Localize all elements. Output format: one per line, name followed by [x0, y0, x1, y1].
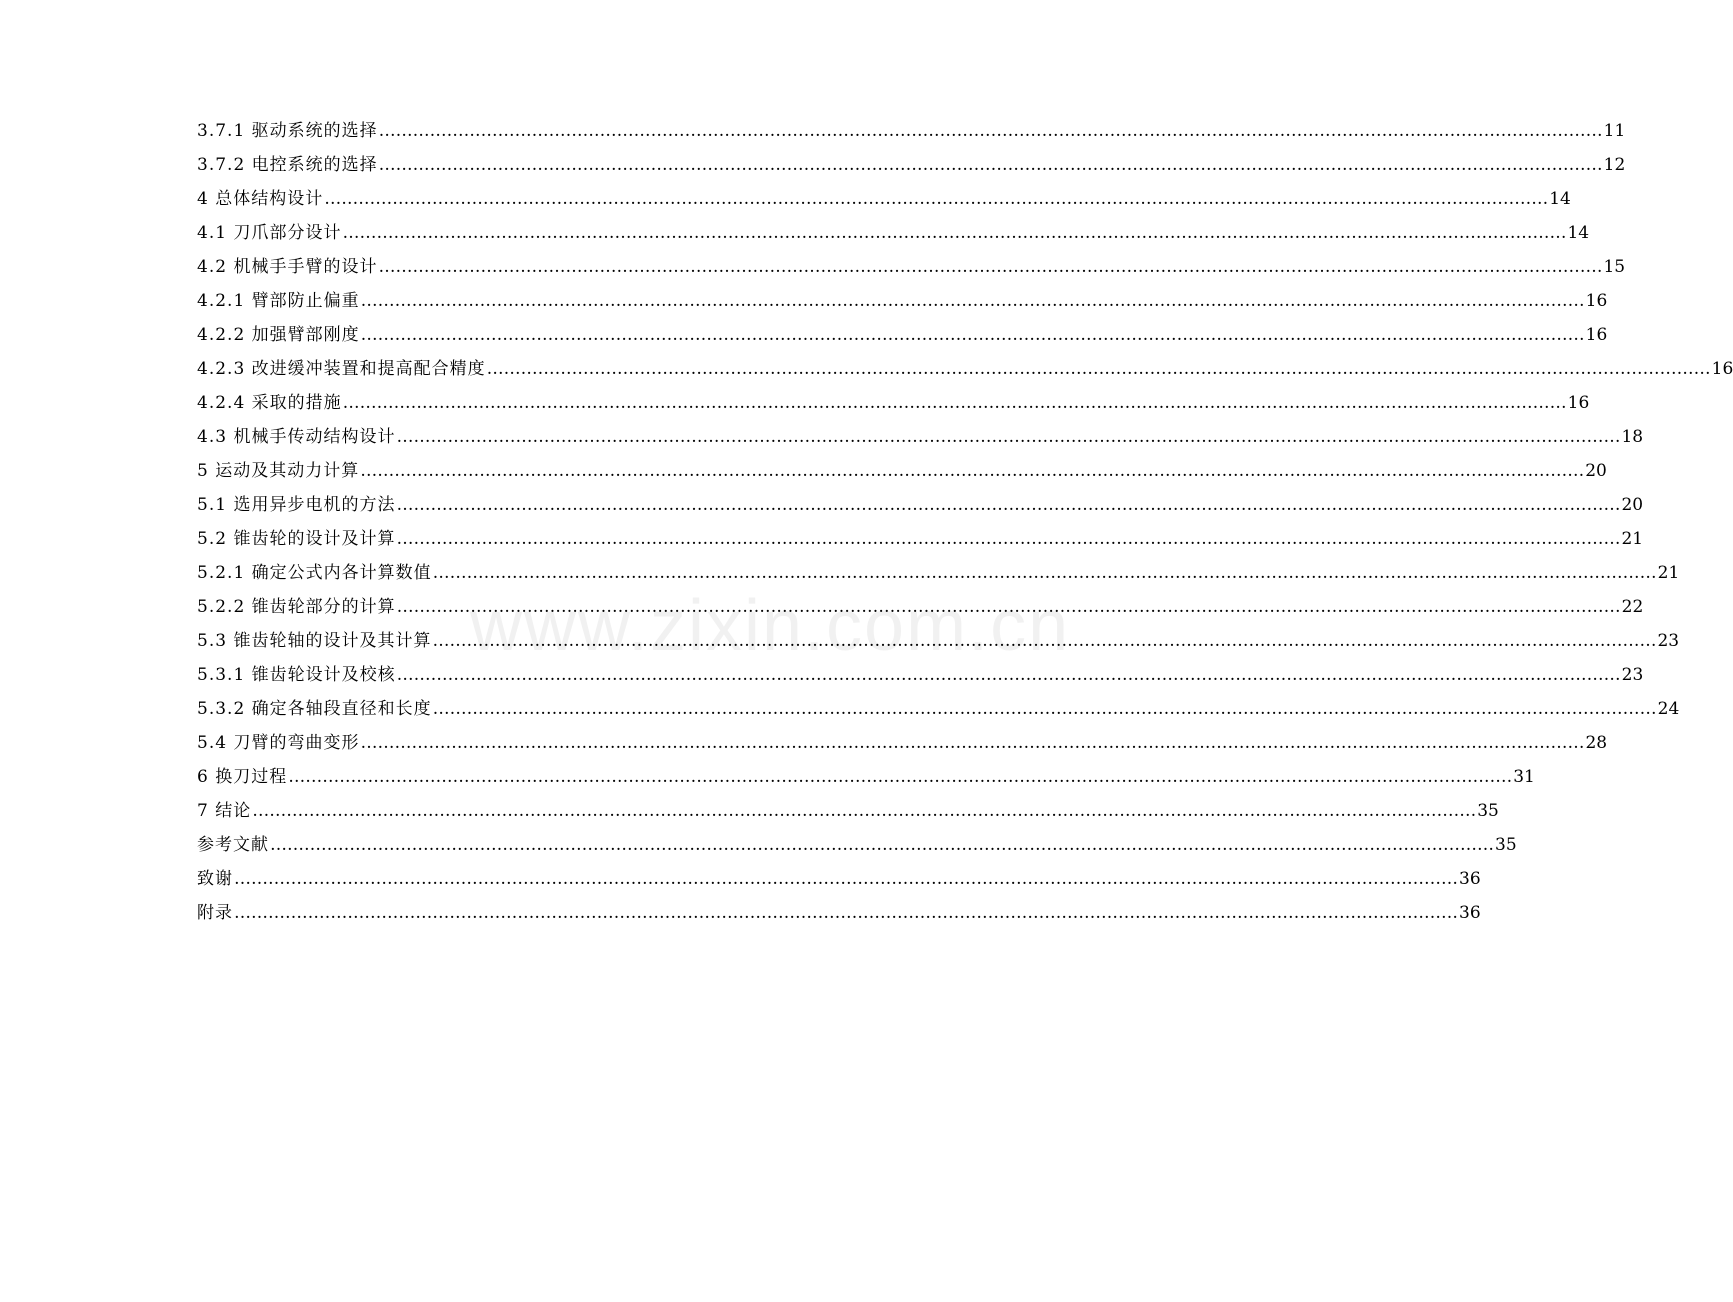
- toc-entry-title: 4.2.3 改进缓冲装置和提高配合精度: [197, 359, 486, 379]
- toc-entry-title: 4.3 机械手传动结构设计: [197, 427, 396, 447]
- table-of-contents: [197, 114, 1733, 930]
- toc-entry-page-number: 23: [1621, 665, 1644, 685]
- toc-entry-page-number: 23: [1657, 631, 1680, 651]
- toc-entry-page-number: 31: [1513, 767, 1535, 787]
- toc-entry-page-number: 22: [1621, 597, 1644, 617]
- toc-entry-page-number: 36: [1459, 903, 1481, 923]
- toc-entry[interactable]: [197, 148, 1626, 182]
- toc-entry-page-number: 14: [1549, 189, 1571, 209]
- toc-dot-leader: [396, 420, 1620, 454]
- toc-entry[interactable]: [197, 114, 1626, 148]
- toc-entry-title: 3.7.2 电控系统的选择: [197, 155, 378, 175]
- toc-entry[interactable]: [197, 250, 1626, 284]
- toc-entry[interactable]: [197, 590, 1644, 624]
- toc-entry-title: 参考文献: [197, 835, 269, 855]
- toc-entry[interactable]: [197, 352, 1733, 386]
- toc-entry[interactable]: [197, 726, 1608, 760]
- toc-entry-title: 5.2.2 锥齿轮部分的计算: [197, 597, 396, 617]
- toc-entry-title: 5.1 选用异步电机的方法: [197, 495, 396, 515]
- toc-entry-page-number: 20: [1585, 461, 1607, 481]
- toc-entry[interactable]: [197, 692, 1680, 726]
- toc-entry[interactable]: [197, 658, 1644, 692]
- toc-entry-title: 4.2.2 加强臂部刚度: [197, 325, 360, 345]
- toc-dot-leader: [397, 590, 1621, 624]
- toc-entry[interactable]: [197, 624, 1680, 658]
- toc-dot-leader: [397, 658, 1621, 692]
- toc-dot-leader: [378, 250, 1602, 284]
- toc-entry[interactable]: [197, 216, 1590, 250]
- toc-entry[interactable]: [197, 760, 1535, 794]
- toc-entry-title: 3.7.1 驱动系统的选择: [197, 121, 378, 141]
- toc-entry-title: 5 运动及其动力计算: [197, 461, 360, 481]
- watermark-text: www.zixin.com.cn: [470, 586, 1071, 666]
- toc-entry-page-number: 11: [1603, 121, 1626, 141]
- toc-entry-page-number: 16: [1585, 291, 1608, 311]
- toc-dot-leader: [487, 352, 1711, 386]
- toc-dot-leader: [433, 692, 1657, 726]
- toc-entry-page-number: 16: [1711, 359, 1733, 379]
- toc-dot-leader: [433, 556, 1657, 590]
- toc-entry-title: 5.2.1 确定公式内各计算数值: [197, 563, 432, 583]
- toc-entry-page-number: 36: [1459, 869, 1481, 889]
- toc-entry-title: 附录: [197, 903, 233, 923]
- toc-dot-leader: [342, 216, 1566, 250]
- toc-dot-leader: [288, 760, 1512, 794]
- toc-entry-title: 4.1 刀爪部分设计: [197, 223, 342, 243]
- toc-entry-page-number: 35: [1477, 801, 1499, 821]
- toc-entry-title: 5.3 锥齿轮轴的设计及其计算: [197, 631, 432, 651]
- toc-dot-leader: [252, 794, 1476, 828]
- toc-entry-title: 5.3.2 确定各轴段直径和长度: [197, 699, 432, 719]
- toc-dot-leader: [360, 726, 1584, 760]
- toc-dot-leader: [234, 862, 1458, 896]
- toc-entry-title: 5.2 锥齿轮的设计及计算: [197, 529, 396, 549]
- toc-entry-page-number: 20: [1621, 495, 1644, 515]
- toc-entry[interactable]: [197, 386, 1590, 420]
- toc-dot-leader: [396, 522, 1620, 556]
- toc-dot-leader: [343, 386, 1567, 420]
- toc-dot-leader: [379, 148, 1603, 182]
- toc-entry-page-number: 18: [1621, 427, 1644, 447]
- toc-entry[interactable]: [197, 284, 1608, 318]
- toc-entry[interactable]: [197, 522, 1644, 556]
- toc-entry[interactable]: [197, 318, 1608, 352]
- toc-entry-page-number: 15: [1603, 257, 1626, 277]
- toc-dot-leader: [324, 182, 1548, 216]
- toc-dot-leader: [361, 318, 1585, 352]
- toc-entry-page-number: 16: [1567, 393, 1590, 413]
- toc-entry-page-number: 28: [1585, 733, 1608, 753]
- toc-entry[interactable]: [197, 420, 1644, 454]
- toc-entry-title: 4 总体结构设计: [197, 189, 324, 209]
- toc-dot-leader: [234, 896, 1458, 930]
- toc-entry[interactable]: [197, 556, 1680, 590]
- toc-entry[interactable]: [197, 828, 1517, 862]
- toc-entry[interactable]: [197, 896, 1481, 930]
- toc-entry-title: 4.2.1 臂部防止偏重: [197, 291, 360, 311]
- toc-entry[interactable]: [197, 794, 1499, 828]
- toc-entry[interactable]: [197, 182, 1571, 216]
- toc-entry[interactable]: [197, 488, 1644, 522]
- toc-entry-title: 4.2 机械手手臂的设计: [197, 257, 378, 277]
- toc-entry-title: 7 结论: [197, 801, 252, 821]
- toc-entry[interactable]: [197, 862, 1481, 896]
- toc-entry-page-number: 14: [1567, 223, 1590, 243]
- toc-entry-page-number: 24: [1657, 699, 1680, 719]
- toc-entry-page-number: 12: [1603, 155, 1626, 175]
- toc-entry-title: 6 换刀过程: [197, 767, 288, 787]
- toc-entry-page-number: 16: [1585, 325, 1608, 345]
- toc-dot-leader: [361, 284, 1585, 318]
- toc-entry-page-number: 21: [1621, 529, 1644, 549]
- toc-dot-leader: [432, 624, 1656, 658]
- toc-entry-title: 5.4 刀臂的弯曲变形: [197, 733, 360, 753]
- toc-entry-title: 致谢: [197, 869, 233, 889]
- toc-dot-leader: [396, 488, 1620, 522]
- toc-dot-leader: [270, 828, 1494, 862]
- toc-entry-page-number: 21: [1657, 563, 1680, 583]
- toc-dot-leader: [379, 114, 1603, 148]
- toc-entry[interactable]: [197, 454, 1607, 488]
- toc-entry-title: 4.2.4 采取的措施: [197, 393, 342, 413]
- toc-entry-page-number: 35: [1495, 835, 1517, 855]
- toc-dot-leader: [360, 454, 1584, 488]
- toc-entry-title: 5.3.1 锥齿轮设计及校核: [197, 665, 396, 685]
